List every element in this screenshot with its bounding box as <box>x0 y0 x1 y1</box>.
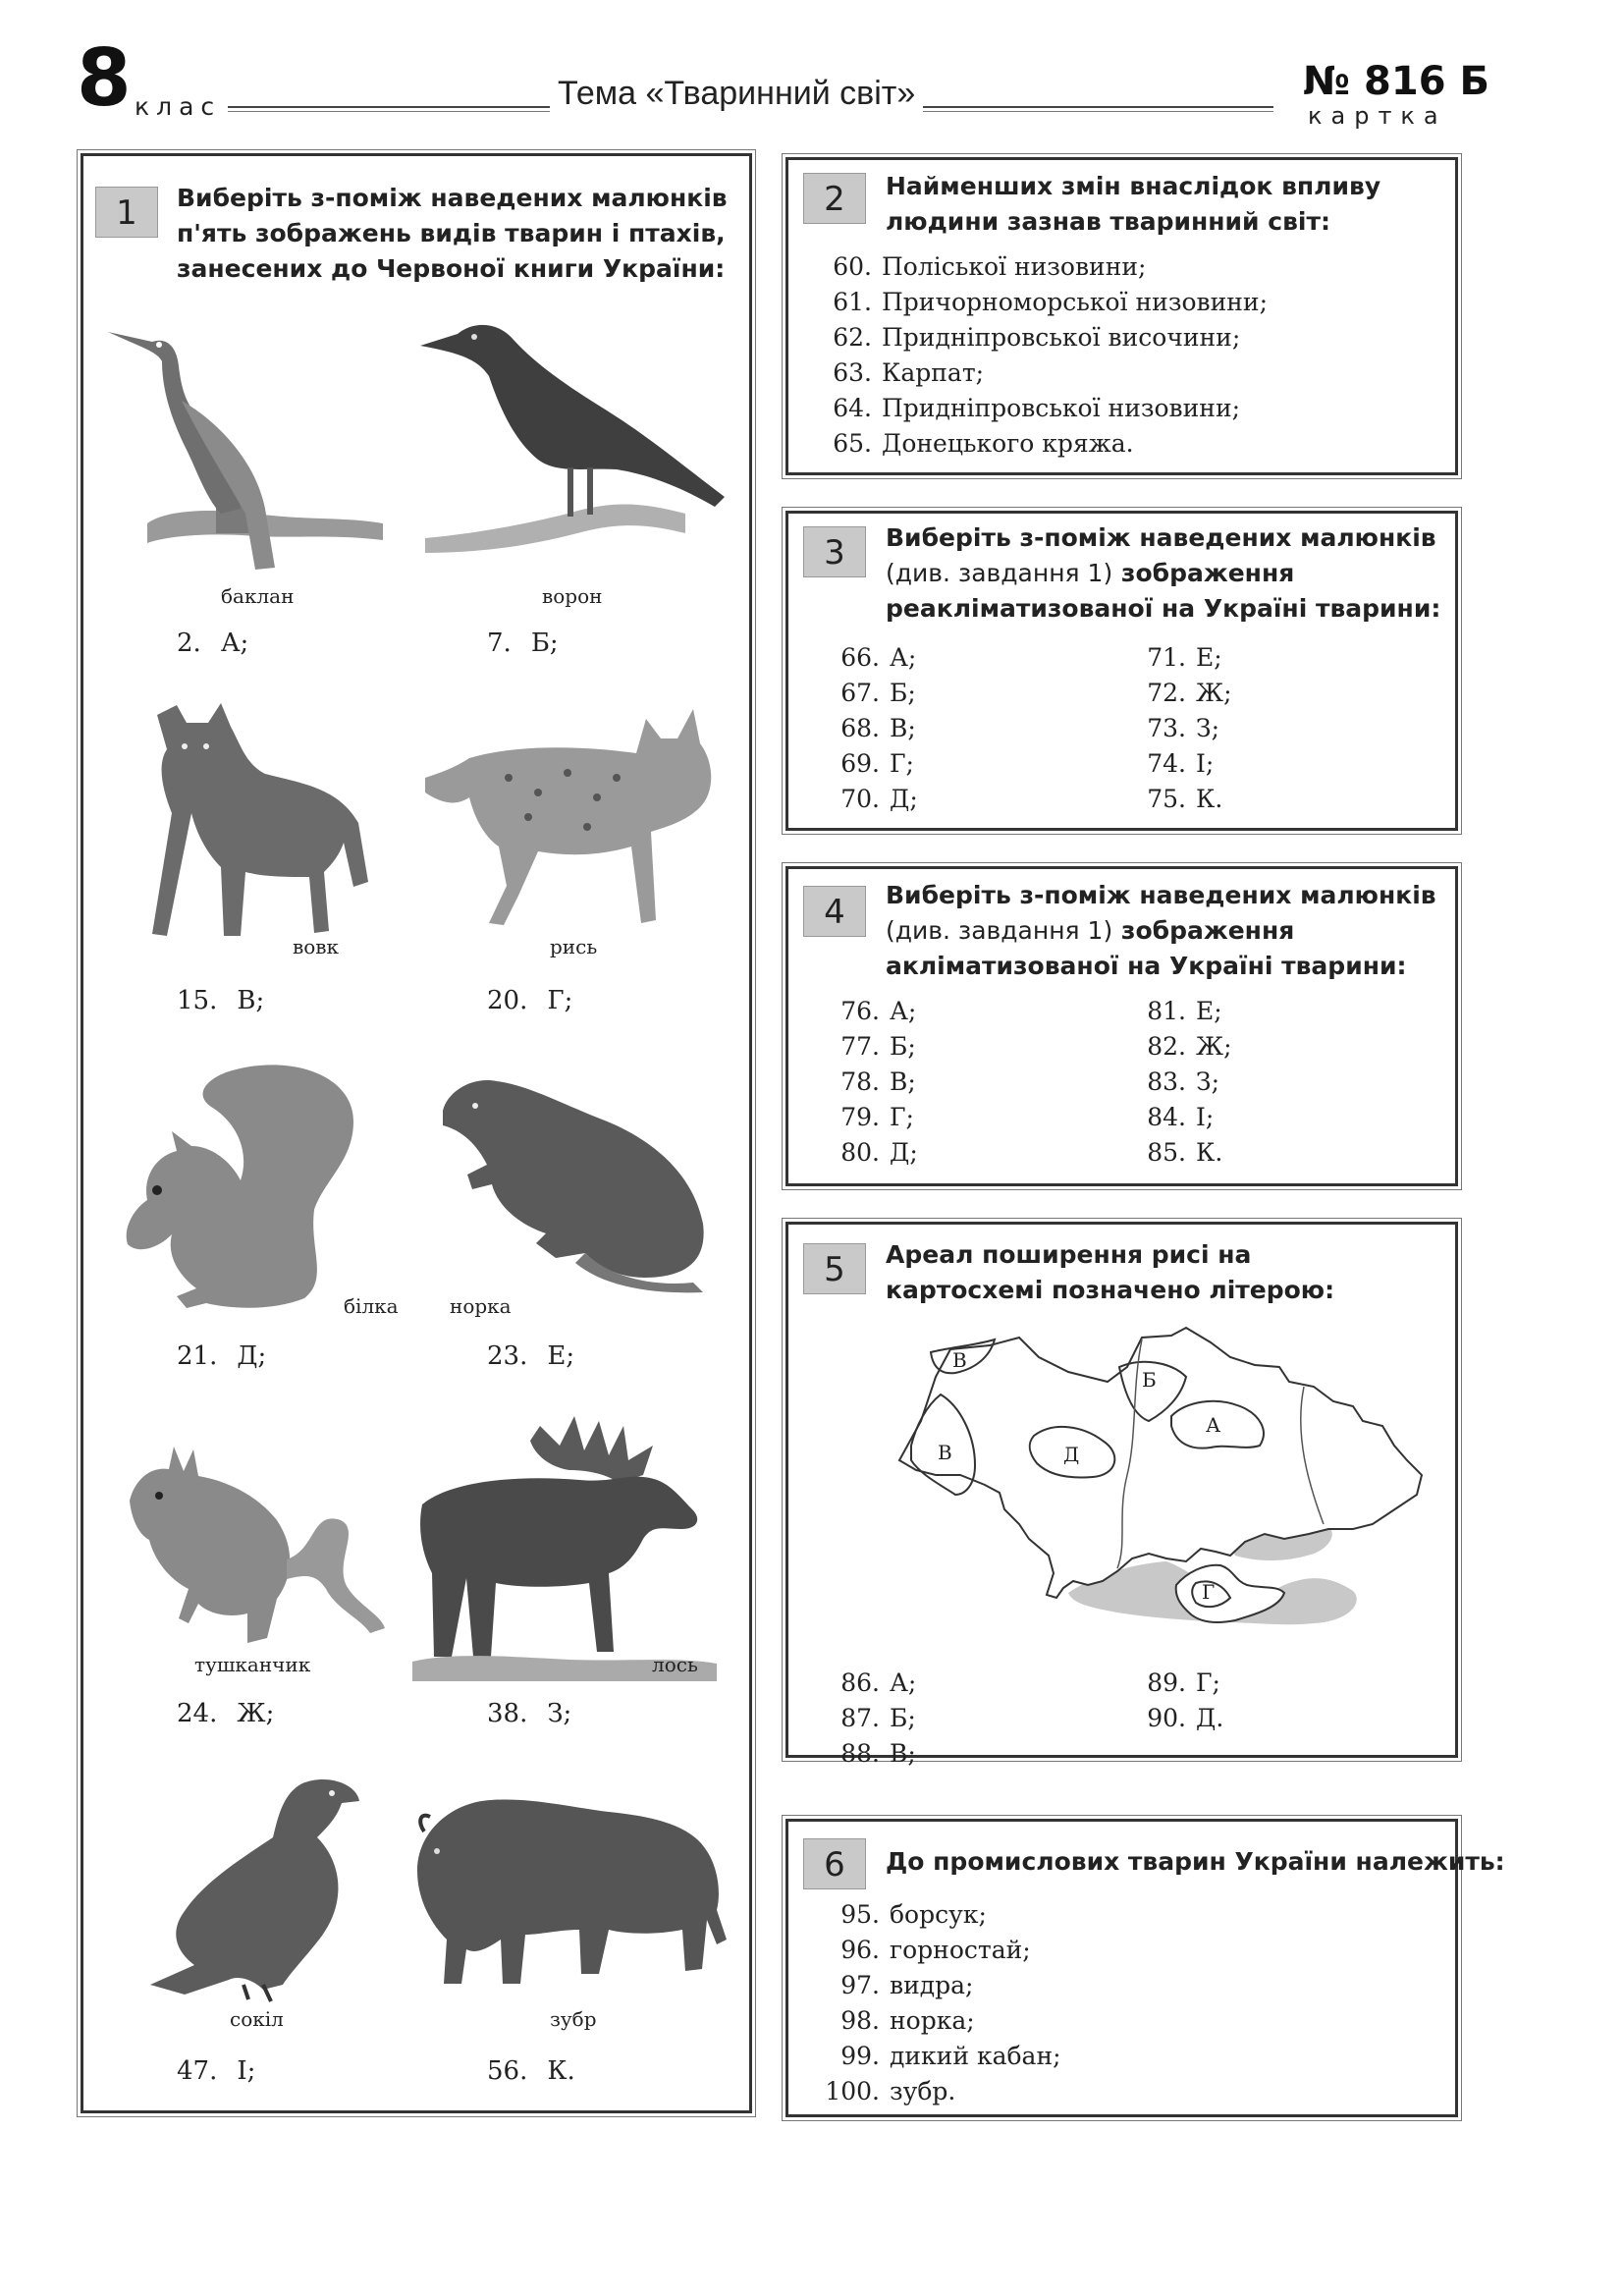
answer-option-62[interactable]: 62. Придніпровської височини; <box>833 323 1241 352</box>
answer-option-79[interactable]: 79. Г; <box>840 1103 914 1131</box>
task-1-question: Виберіть з-поміж наведених малюнків п'ять зображень видів тварин і птахів, занесених до Червоної книги України: <box>177 184 728 283</box>
answer-option-47[interactable]: 47. І; <box>177 2056 256 2086</box>
task-5-options-left <box>823 1666 916 1772</box>
task-2-question: Найменших змін внаслідок впливу людини зазнав тваринний світ: <box>886 172 1381 236</box>
card-word: картка <box>1308 102 1447 130</box>
jerboa-icon <box>120 1442 395 1648</box>
answer-option-82[interactable]: 82. Ж; <box>1147 1032 1232 1061</box>
answer-option-24[interactable]: 24. Ж; <box>177 1699 275 1728</box>
answer-option-98[interactable]: 98. норка; <box>840 2006 975 2035</box>
answer-option-86[interactable]: 86. А; <box>840 1668 917 1697</box>
answer-option-67[interactable]: 67. Б; <box>840 679 916 707</box>
answer-option-75[interactable]: 75. К. <box>1147 785 1223 813</box>
answer-option-21[interactable]: 21. Д; <box>177 1341 267 1371</box>
map-label-b: Б <box>1142 1368 1157 1392</box>
task-2-options <box>815 249 1268 462</box>
caption-lynx: рись <box>550 935 598 958</box>
answer-option-69[interactable]: 69. Г; <box>840 749 914 778</box>
answer-option-60[interactable]: 60. Поліської низовини; <box>833 252 1147 281</box>
task-3-options-left <box>823 640 918 817</box>
answer-option-83[interactable]: 83. З; <box>1147 1067 1219 1096</box>
answer-option-71[interactable]: 71. Е; <box>1147 643 1222 672</box>
answer-option-84[interactable]: 84. І; <box>1147 1103 1215 1131</box>
task-4-options-right <box>1129 994 1232 1171</box>
answer-option-15[interactable]: 15. В; <box>177 986 265 1015</box>
caption-squirrel: білка <box>344 1294 399 1318</box>
answer-option-97[interactable]: 97. видра; <box>840 1971 974 1999</box>
task-6-badge: 6 <box>803 1838 866 1889</box>
answer-option-73[interactable]: 73. З; <box>1147 714 1219 742</box>
map-label-v-north: В <box>952 1348 967 1372</box>
answer-option-100[interactable]: 100. зубр. <box>825 2077 956 2105</box>
answer-option-72[interactable]: 72. Ж; <box>1147 679 1232 707</box>
caption-raven: ворон <box>542 584 603 608</box>
caption-falcon: сокіл <box>230 2007 284 2031</box>
caption-cormorant: баклан <box>221 584 295 608</box>
answer-option-56[interactable]: 56. К. <box>487 2056 575 2086</box>
task-1-badge: 1 <box>95 187 158 238</box>
task-6-options <box>823 1897 1061 2109</box>
mink-icon <box>438 1066 723 1292</box>
caption-jerboa: тушканчик <box>194 1653 311 1676</box>
wolf-icon <box>147 695 373 946</box>
falcon-icon <box>145 1774 371 2004</box>
answer-option-90[interactable]: 90. Д. <box>1147 1704 1224 1732</box>
answer-option-77[interactable]: 77. Б; <box>840 1032 916 1061</box>
map-label-g: Г <box>1202 1580 1216 1604</box>
task-6-question: До промислових тварин України належить: <box>886 1847 1505 1876</box>
answer-option-68[interactable]: 68. В; <box>840 714 916 742</box>
task-3-badge: 3 <box>803 526 866 577</box>
answer-option-96[interactable]: 96. горностай; <box>840 1936 1031 1964</box>
raven-icon <box>420 312 734 573</box>
task-3-options-right <box>1129 640 1232 817</box>
caption-moose: лось <box>652 1653 698 1676</box>
answer-option-95[interactable]: 95. борсук; <box>840 1900 987 1929</box>
card-number: № 816 Б <box>1303 59 1489 104</box>
answer-option-23[interactable]: 23. Е; <box>487 1341 575 1371</box>
answer-option-89[interactable]: 89. Г; <box>1147 1668 1220 1697</box>
answer-option-7[interactable]: 7. Б; <box>487 629 559 658</box>
answer-option-66[interactable]: 66. А; <box>840 643 917 672</box>
answer-option-64[interactable]: 64. Придніпровської низовини; <box>833 394 1241 422</box>
caption-wolf: вовк <box>293 935 340 958</box>
task-3-question: Виберіть з-поміж наведених малюнків (див. завдання 1) зображення реакліматизованої на Україні тварини: <box>886 523 1441 623</box>
squirrel-icon <box>118 1053 373 1308</box>
answer-option-87[interactable]: 87. Б; <box>840 1704 916 1732</box>
cormorant-icon <box>108 312 422 582</box>
task-2-badge: 2 <box>803 173 866 224</box>
caption-bison: зубр <box>550 2007 597 2031</box>
answer-option-70[interactable]: 70. Д; <box>840 785 918 813</box>
task-4-options-left <box>823 994 918 1171</box>
answer-option-61[interactable]: 61. Причорноморської низовини; <box>833 288 1268 316</box>
page-title: Тема «Тваринний світ» <box>550 75 1100 113</box>
answer-option-99[interactable]: 99. дикий кабан; <box>840 2042 1061 2070</box>
map-label-v-west: В <box>938 1441 952 1464</box>
answer-option-88[interactable]: 88. В; <box>840 1739 916 1768</box>
answer-option-65[interactable]: 65. Донецького кряжа. <box>833 429 1134 458</box>
caption-mink: норка <box>450 1294 512 1318</box>
task-5-badge: 5 <box>803 1243 866 1294</box>
answer-option-2[interactable]: 2. А; <box>177 629 249 658</box>
task-5-options-right <box>1129 1666 1223 1736</box>
ukraine-map <box>892 1328 1432 1642</box>
task-4-badge: 4 <box>803 886 866 937</box>
answer-option-63[interactable]: 63. Карпат; <box>833 358 985 387</box>
task-5-question: Ареал поширення рисі на картосхемі позначено літерою: <box>886 1240 1335 1304</box>
answer-option-85[interactable]: 85. К. <box>1147 1138 1223 1167</box>
answer-option-76[interactable]: 76. А; <box>840 997 917 1025</box>
bison-icon <box>412 1792 727 1994</box>
moose-icon <box>412 1406 727 1681</box>
answer-option-38[interactable]: 38. З; <box>487 1699 572 1728</box>
answer-option-20[interactable]: 20. Г; <box>487 986 573 1015</box>
map-label-a: А <box>1206 1413 1221 1437</box>
answer-option-81[interactable]: 81. Е; <box>1147 997 1222 1025</box>
grade-number: 8 <box>77 32 132 124</box>
answer-option-80[interactable]: 80. Д; <box>840 1138 918 1167</box>
map-label-d: Д <box>1063 1443 1080 1466</box>
grade-word: клас <box>135 92 222 121</box>
lynx-icon <box>420 699 720 935</box>
task-4-question: Виберіть з-поміж наведених малюнків (див. завдання 1) зображення акліматизованої на Україні тварини: <box>886 881 1436 980</box>
answer-option-74[interactable]: 74. І; <box>1147 749 1215 778</box>
answer-option-78[interactable]: 78. В; <box>840 1067 916 1096</box>
